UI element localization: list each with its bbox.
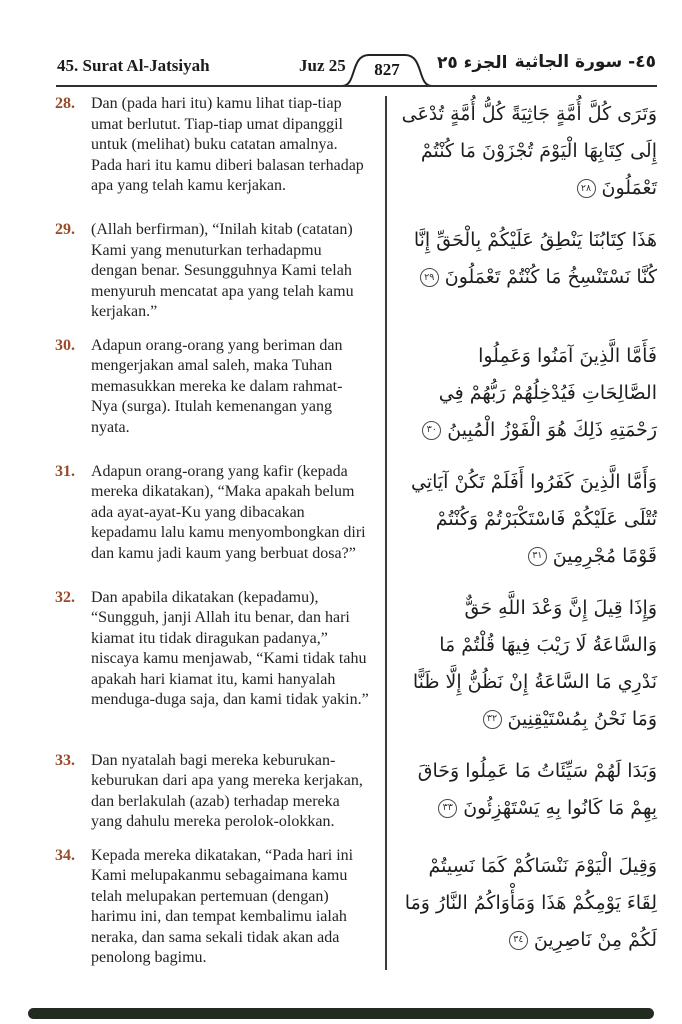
translation-column: [55, 588, 385, 711]
translation-column: [55, 94, 385, 197]
ayah-end-marker: ٣١: [528, 547, 547, 566]
page-number-badge: [342, 51, 432, 87]
ayah-end-marker: ٣٤: [509, 931, 528, 950]
column-divider-line: [385, 96, 387, 970]
footer-bar: [28, 1008, 654, 1019]
ayah-end-marker: ٣٢: [483, 710, 502, 729]
verse-arabic: وَبَدَا لَهُمْ سَيِّئَاتُ مَا عَمِلُوا وَحَاقَ بِهِمْ مَا كَانُوا بِهِ يَسْتَهْزِئُونَ: [417, 759, 657, 819]
verse-translation: Adapun orang-orang yang beriman dan mengerjakan amal saleh, maka Tuhan memasukkan mereka ke dalam rahmat-Nya (surga). Itulah kemenangan yang nyata.: [91, 336, 343, 436]
ayah-end-marker: ٣٣: [438, 799, 457, 818]
arabic-column: [385, 751, 657, 827]
translation-column: [55, 336, 385, 439]
verse-number: 30.: [55, 336, 75, 354]
verse-arabic: وَتَرَى كُلَّ أُمَّةٍ جَاثِيَةً كُلُّ أُمَّةٍ تُدْعَى إِلَى كِتَابِهَا الْيَوْمَ تُجْزَوْنَ مَا كُنْتُمْ تَعْمَلُونَ: [401, 103, 657, 199]
juz-label: Juz 25: [299, 56, 346, 75]
surah-title-arabic: ٤٥- سورة الجاثية: [514, 52, 656, 72]
arabic-column: [385, 94, 657, 207]
verse-row: [55, 336, 657, 449]
verse-number: 32.: [55, 588, 75, 606]
verses-area: [55, 94, 657, 984]
ayah-end-marker: ٢٩: [420, 268, 439, 287]
verse-translation: Dan nyatalah bagi mereka keburukan-keburukan dari apa yang mereka kerjakan, dan berlakulah (azab) terhadap mereka yang dahulu mereka perolok-olokkan.: [91, 751, 363, 830]
translation-column: [55, 846, 385, 969]
verse-number: 31.: [55, 462, 75, 480]
arabic-column: [385, 588, 657, 738]
verse-row: [55, 751, 657, 833]
header-rule: [56, 85, 657, 87]
verse-arabic: هَذَا كِتَابُنَا يَنْطِقُ عَلَيْكُمْ بِالْحَقِّ إِنَّا كُنَّا نَسْتَنْسِخُ مَا كُنْتُمْ تَعْمَلُونَ: [413, 229, 657, 288]
ayah-end-marker: ٢٨: [577, 179, 596, 198]
verse-row: [55, 588, 657, 738]
juz-label-arabic: الجزء ٢٥: [437, 53, 508, 73]
translation-column: [55, 462, 385, 565]
verse-row: [55, 94, 657, 207]
verse-translation: Adapun orang-orang yang kafir (kepada mereka dikatakan), “Maka apakah belum ada ayat-ayat-Ku yang dibacakan kepadamu lalu kamu menyombongkan diri dan kamu jadi kaum yang berbuat dosa?”: [91, 462, 366, 562]
arabic-column: [385, 462, 657, 575]
surah-title-latin: 45. Surat Al-Jatsiyah: [57, 56, 210, 75]
verse-translation: Dan apabila dikatakan (kepadamu), “Sungguh, janji Allah itu benar, dan hari kiamat itu tidak diragukan padanya,” niscaya kamu menjawab, “Kami tidak tahu apakah hari kiamat itu, kami hanyalah menduga-duga saja, dan kami tidak yakin.”: [91, 588, 369, 708]
verse-arabic: وَقِيلَ الْيَوْمَ نَنْسَاكُمْ كَمَا نَسِيتُمْ لِقَاءَ يَوْمِكُمْ هَذَا وَمَأْوَاكُمُ النَّارُ وَمَا لَكُمْ مِنْ نَاصِرِينَ: [404, 854, 657, 951]
arabic-column: [385, 846, 657, 959]
verse-arabic: وَإِذَا قِيلَ إِنَّ وَعْدَ اللَّهِ حَقٌّ وَالسَّاعَةُ لَا رَيْبَ فِيهَا قُلْتُمْ مَا نَدْرِي مَا السَّاعَةُ إِنْ نَظُنُّ إِلَّا ظَنًّا وَمَا نَحْنُ بِمُسْتَيْقِنِينَ: [412, 596, 657, 730]
translation-column: [55, 751, 385, 833]
arabic-column: [385, 336, 657, 449]
ayah-end-marker: ٣٠: [422, 421, 441, 440]
verse-number: 29.: [55, 221, 75, 238]
page-number: 827: [374, 60, 400, 79]
verse-arabic: فَأَمَّا الَّذِينَ آمَنُوا وَعَمِلُوا الصَّالِحَاتِ فَيُدْخِلُهُمْ رَبُّهُمْ فِي رَحْمَتِهِ ذَلِكَ هُوَ الْفَوْزُ الْمُبِينُ: [438, 344, 657, 441]
arabic-column: [385, 220, 657, 296]
verse-number: 33.: [55, 751, 75, 769]
verse-translation: Kepada mereka dikatakan, “Pada hari ini Kami melupakanmu sebagaimana kamu telah melupakan pertemuan (dengan) harimu ini, dan tempat kembalimu ialah neraka, dan sama sekali tidak akan ada penolong bagimu.: [91, 846, 354, 966]
verse-translation: (Allah berfirman), “Inilah kitab (catatan) Kami yang menuturkan terhadapmu dengan benar. Sesungguhnya Kami telah menyuruh mencatat apa yang telah kamu kerjakan.”: [91, 221, 354, 320]
verse-arabic: وَأَمَّا الَّذِينَ كَفَرُوا أَفَلَمْ تَكُنْ آيَاتِي تُتْلَى عَلَيْكُمْ فَاسْتَكْبَرْتُمْ وَكُنْتُمْ قَوْمًا مُجْرِمِينَ: [410, 470, 657, 567]
verse-number: 28.: [55, 95, 75, 112]
verse-row: [55, 846, 657, 969]
verse-list: [55, 94, 657, 969]
translation-column: [55, 220, 385, 323]
verse-row: [55, 462, 657, 575]
verse-number: 34.: [55, 846, 75, 864]
page-header: [0, 0, 682, 87]
verse-row: [55, 220, 657, 323]
verse-translation: Dan (pada hari itu) kamu lihat tiap-tiap umat berlutut. Tiap-tiap umat dipanggil untuk (melihat) buku catatan amalnya. Pada hari itu kamu diberi balasan terhadap apa yang telah kamu kerjakan.: [91, 95, 364, 194]
